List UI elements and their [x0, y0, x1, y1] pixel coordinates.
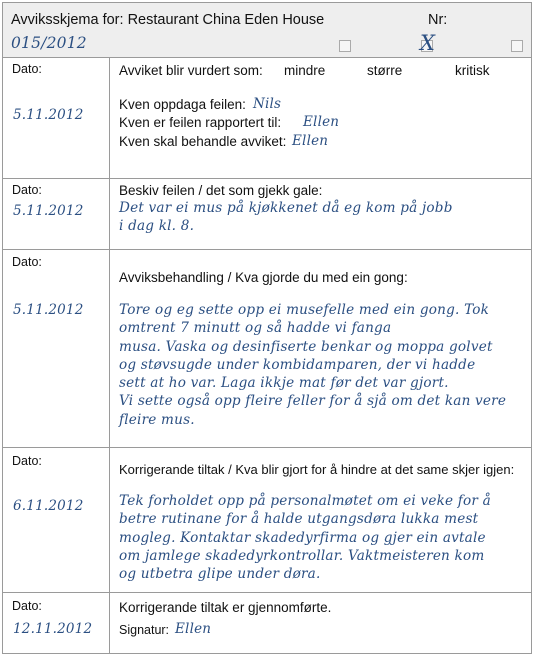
form-header	[3, 3, 531, 58]
assessment-label: Avviket blir vurdert som:	[119, 63, 263, 78]
section-heading: Beskiv feilen / det som gjekk gale:	[119, 183, 323, 198]
handler-label: Kven skal behandle avviket:	[119, 134, 287, 149]
treatment-text	[119, 301, 506, 429]
date-value: 5.11.2012	[13, 107, 84, 123]
corrective-text	[119, 492, 491, 583]
handler-value: Ellen	[292, 133, 329, 149]
date-value: 5.11.2012	[13, 302, 84, 318]
date-value: 6.11.2012	[13, 498, 84, 514]
nr-label: Nr:	[428, 12, 448, 28]
reported-value: Ellen	[303, 114, 340, 130]
date-label: Dato:	[12, 454, 42, 468]
discovered-label: Kven oppdaga feilen:	[119, 97, 246, 112]
text-line: i dag kl. 8.	[119, 218, 195, 235]
text-line: musa. Vaska og desinfiserte benkar og moppa golvet	[119, 338, 493, 355]
form-title: Avviksskjema for: Restaurant China Eden House	[11, 12, 325, 28]
description-text	[119, 199, 453, 236]
discovered-value: Nils	[253, 96, 282, 112]
row-divider	[3, 447, 531, 448]
text-line: mogleg. Kontaktar skadedyrfirma og gjer ein avtale	[119, 529, 486, 546]
section-heading: Avviksbehandling / Kva gjorde du med ein gong:	[119, 270, 408, 285]
text-line: omtrent 7 minutt og så hadde vi fanga	[119, 320, 392, 337]
severity-option-mindre: mindre	[284, 63, 326, 78]
date-label: Dato:	[12, 599, 42, 613]
column-divider	[109, 57, 110, 653]
text-line: Det var ei mus på kjøkkenet då eg kom på jobb	[119, 200, 453, 216]
severity-checkbox-kritisk[interactable]	[511, 40, 523, 52]
row-divider	[3, 249, 531, 250]
severity-checkbox-mindre[interactable]	[339, 40, 351, 52]
text-line: og støvsugde under kombidamparen, der vi hadde	[119, 356, 476, 373]
deviation-form	[2, 2, 532, 654]
severity-checkbox-storre[interactable]	[420, 31, 436, 55]
signature-label: Signatur:	[119, 623, 170, 637]
reported-label: Kven er feilen rapportert til:	[119, 115, 282, 130]
text-line: om jamlege skadedyrkontrollar. Vaktmeisteren kom	[119, 547, 485, 564]
date-label: Dato:	[12, 183, 42, 197]
text-line: Vi sette også opp fleire feller for å sjå om det kan vere	[119, 393, 507, 410]
date-label: Dato:	[12, 62, 42, 76]
text-line: Tek forholdet opp på personalmøtet om ei veke for å	[119, 493, 491, 509]
row-divider	[3, 178, 531, 179]
section-heading: Korrigerande tiltak er gjennomførte.	[119, 600, 332, 615]
row-divider	[3, 592, 531, 593]
text-line: fleire mus.	[119, 411, 195, 428]
date-label: Dato:	[12, 255, 42, 269]
form-number: 015/2012	[11, 34, 87, 52]
severity-option-kritisk: kritisk	[455, 63, 490, 78]
text-line: Tore og eg sette opp ei musefelle med ein gong. Tok	[119, 302, 490, 318]
checkbox-mark: X	[420, 31, 436, 55]
signature-value: Ellen	[175, 621, 212, 637]
date-value: 5.11.2012	[13, 203, 84, 219]
text-line: og utbetra glipe under døra.	[119, 566, 321, 583]
text-line: sett at ho var. Laga ikkje mat før det var gjort.	[119, 375, 449, 392]
date-value: 12.11.2012	[13, 621, 93, 637]
section-heading: Korrigerande tiltak / Kva blir gjort for å hindre at det same skjer igjen:	[119, 462, 515, 477]
text-line: betre rutinane for å halde utgangsdøra lukka mest	[119, 511, 479, 528]
severity-option-storre: større	[367, 63, 403, 78]
